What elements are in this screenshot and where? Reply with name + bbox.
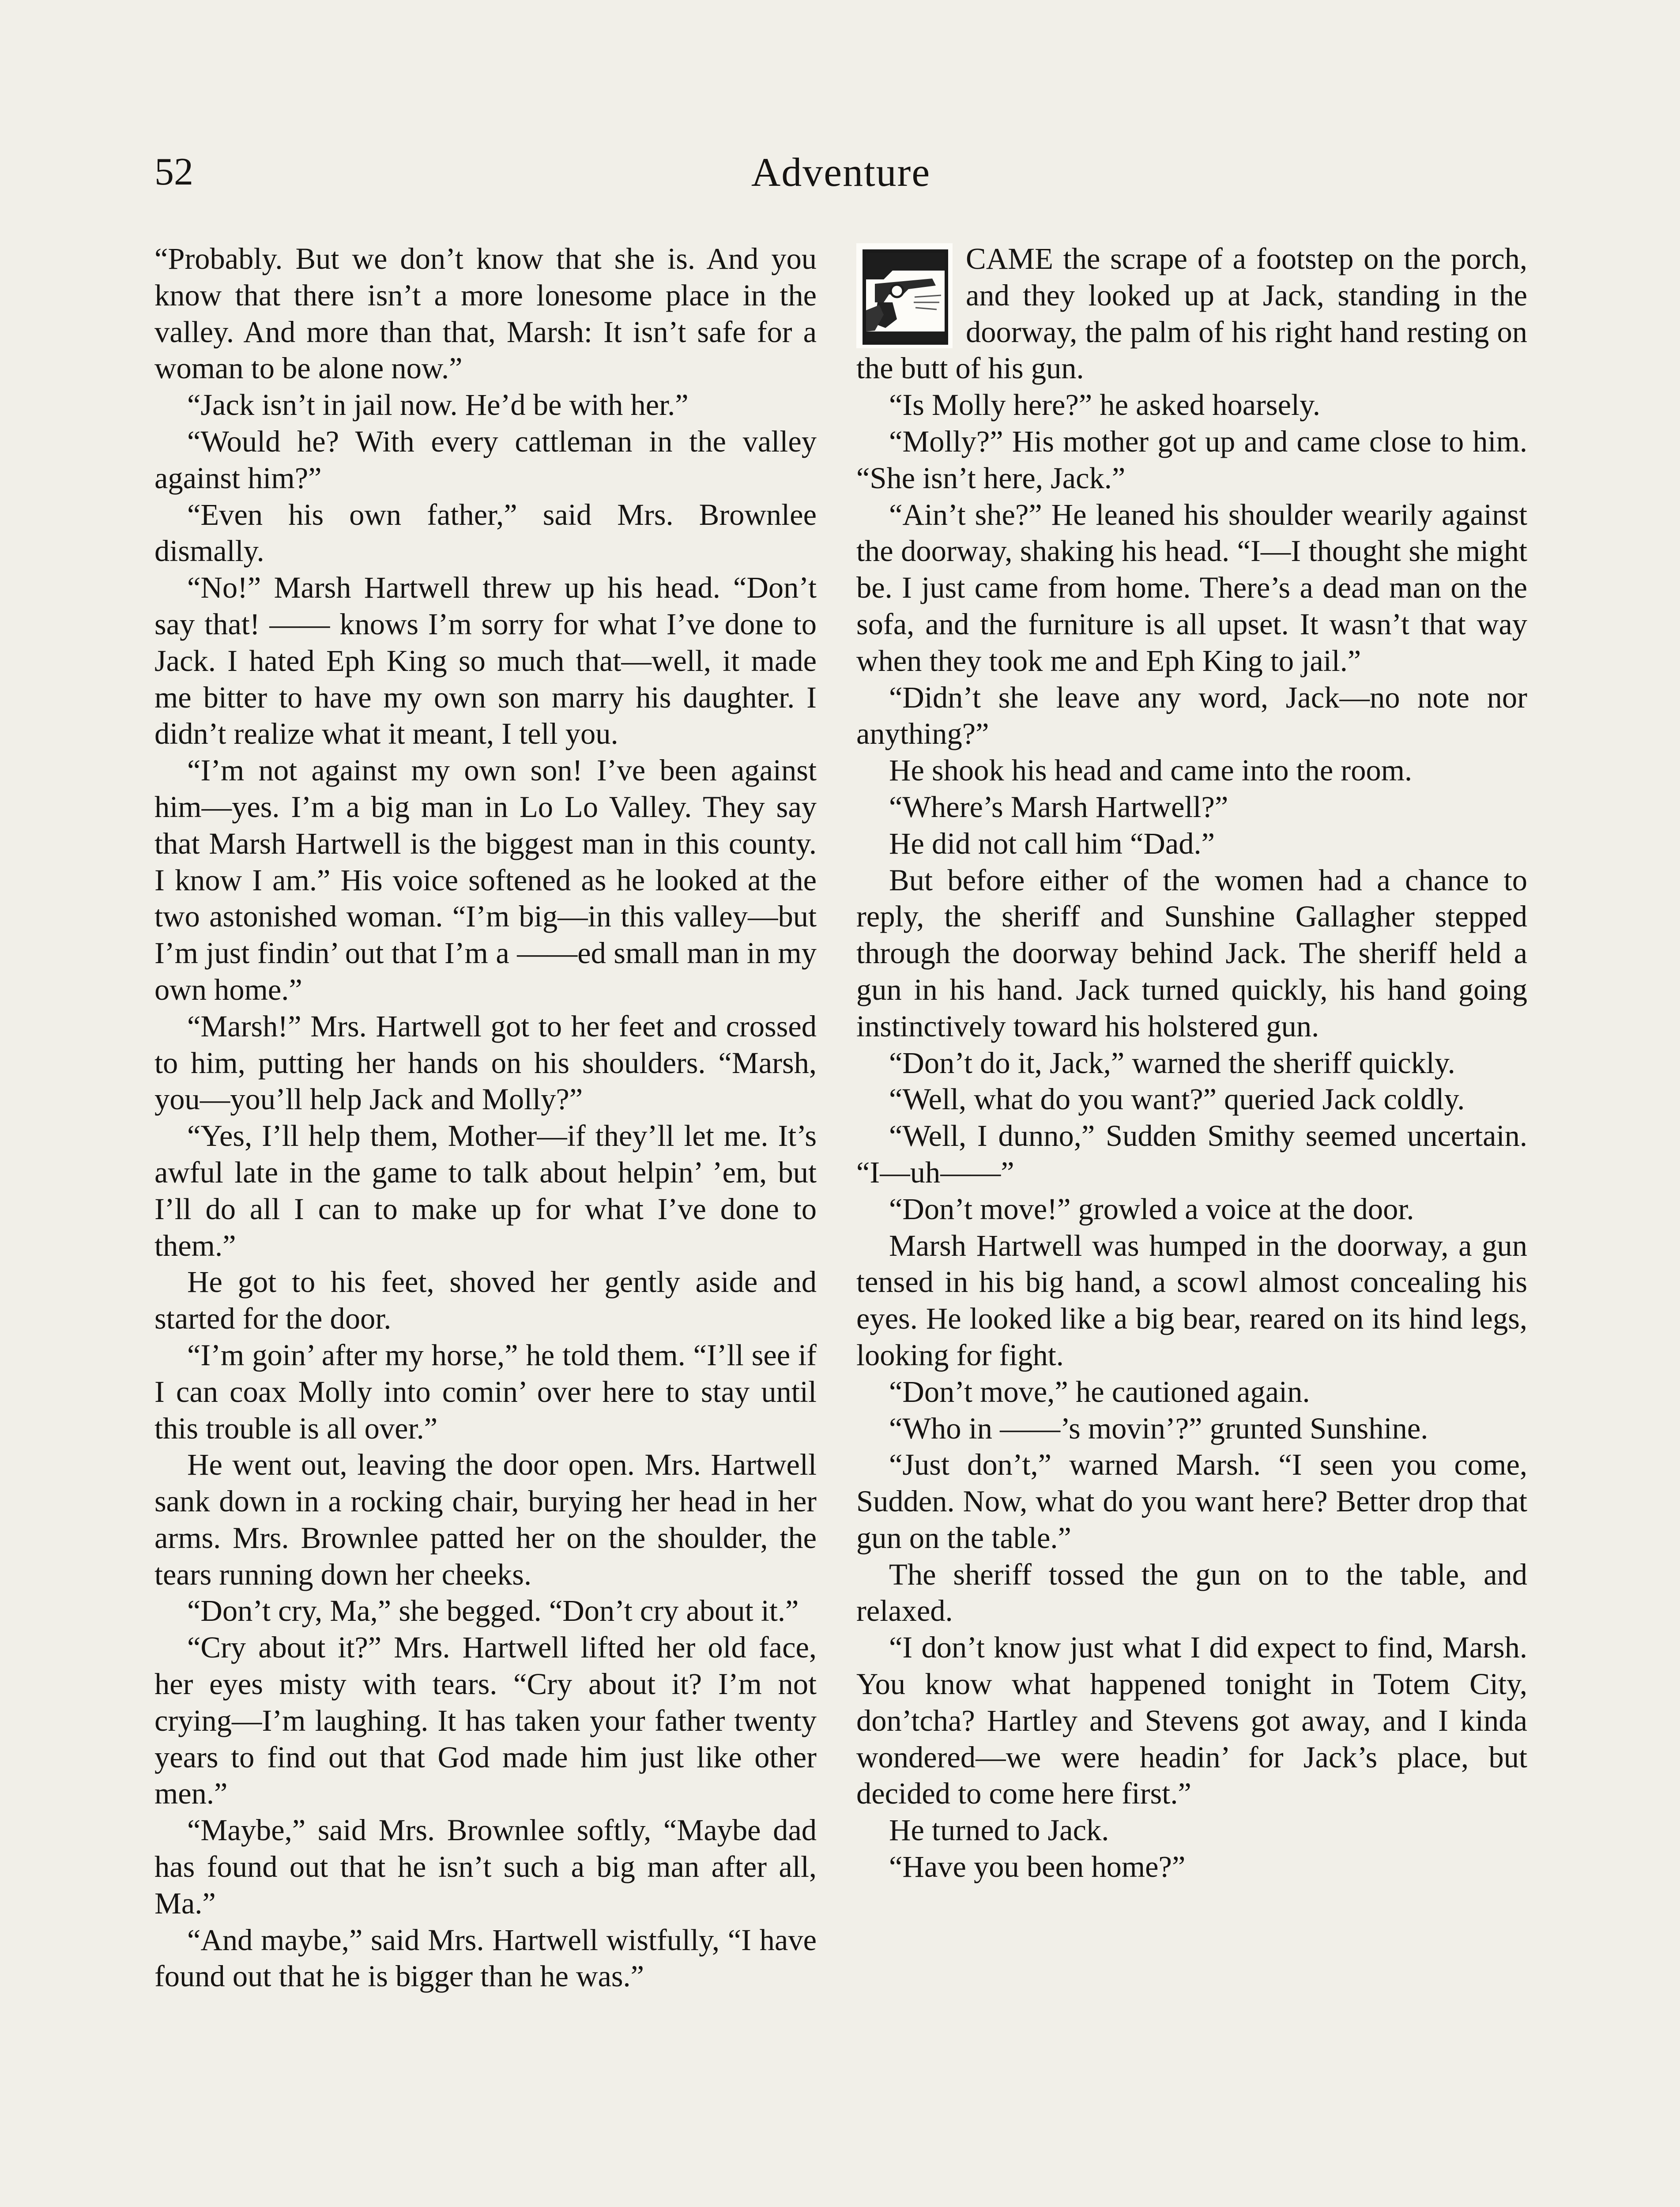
opening-paragraph	[856, 241, 1527, 387]
paragraph: “Jack isn’t in jail now. He’d be with her.”	[187, 388, 689, 422]
paragraph: “Probably. But we don’t know that she is. And you know that there isn’t a more lonesome place in the valley. And more than that, Marsh: It isn’t safe for a woman to be alone now.”	[154, 242, 817, 385]
paragraph: “Marsh!” Mrs. Hartwell got to her feet and crossed to him, putting her hands on his shoulders. “Marsh, you—you’ll help Jack and Molly?”	[154, 1009, 817, 1116]
paragraph: But before either of the women had a chance to reply, the sheriff and Sunshine Gallagher stepped through the doorway behind Jack. The sheriff held a gun in his hand. Jack turned quickly, his hand going instinctively toward his holstered gun.	[856, 863, 1527, 1043]
paragraph: “Yes, I’ll help them, Mother—if they’ll let me. It’s awful late in the game to talk about helpin’ ’em, but I’ll do all I can to make up for what I’ve done to them.”	[154, 1119, 817, 1262]
running-head: Adventure	[751, 150, 931, 195]
paragraph: “Ain’t she?” He leaned his shoulder wearily against the doorway, shaking his head. “I—I thought she might be. I just came from home. There’s a dead man on the sofa, and the furniture is all upset. It wasn’t that way when they took me and Eph King to jail.”	[856, 497, 1527, 678]
paragraph: “Don’t move!” growled a voice at the door.	[889, 1192, 1414, 1226]
paragraph: “Maybe,” said Mrs. Brownlee softly, “Maybe dad has found out that he isn’t such a big man after all, Ma.”	[154, 1813, 817, 1920]
paragraph: He turned to Jack.	[889, 1813, 1109, 1847]
paragraph: “Cry about it?” Mrs. Hartwell lifted her old face, her eyes misty with tears. “Cry about it? I’m not crying—I’m laughing. It has taken your father twenty years to find out that God made him just like other men.”	[154, 1631, 817, 1811]
page-header	[154, 150, 1527, 203]
paragraph: He did not call him “Dad.”	[889, 826, 1215, 860]
paragraph: “I don’t know just what I did expect to find, Marsh. You know what happened tonight in Totem City, don’tcha? Hartley and Stevens got away, and I kinda wondered—we were headin’ for Jack’s place, but decided to come here first.”	[856, 1631, 1527, 1811]
paragraph: “I’m not against my own son! I’ve been against him—yes. I’m a big man in Lo Lo Valley. They say that Marsh Hartwell is the biggest man in this county. I know I am.” His voice softened as he looked at the two astonished woman. “I’m big—in this valley—but I’m just findin’ out that I’m a ——ed small man in my own home.”	[154, 753, 817, 1006]
paragraph: “Even his own father,” said Mrs. Brownlee dismally.	[154, 497, 817, 568]
paragraph: “Well, what do you want?” queried Jack coldly.	[889, 1082, 1465, 1116]
paragraph: “No!” Marsh Hartwell threw up his head. “Don’t say that! —— knows I’m sorry for what I’ve done to Jack. I hated Eph King so much that—well, it made me bitter to have my own son marry his daughter. I didn’t realize what it meant, I tell you.	[154, 571, 817, 751]
paragraph: “Molly?” His mother got up and came close to him. “She isn’t here, Jack.”	[856, 424, 1527, 495]
paragraph: “Don’t move,” he cautioned again.	[889, 1375, 1310, 1409]
dropcap-letter	[856, 243, 857, 244]
paragraph: “Don’t cry, Ma,” she begged. “Don’t cry about it.”	[187, 1594, 799, 1628]
paragraph: “Didn’t she leave any word, Jack—no note nor anything?”	[856, 680, 1527, 751]
paragraph: “And maybe,” said Mrs. Hartwell wistfully, “I have found out that he is bigger than he was.”	[154, 1923, 817, 1993]
dropcap-illustration	[856, 243, 953, 348]
paragraph: He got to his feet, shoved her gently aside and started for the door.	[154, 1265, 817, 1336]
paragraph: The sheriff tossed the gun on to the table, and relaxed.	[856, 1557, 1527, 1628]
paragraph: “Well, I dunno,” Sudden Smithy seemed uncertain. “I—uh——”	[856, 1119, 1527, 1189]
paragraph: “Where’s Marsh Hartwell?”	[889, 790, 1228, 824]
paragraph: “Who in ——’s movin’?” grunted Sunshine.	[889, 1411, 1428, 1445]
right-column	[856, 241, 1527, 1885]
paragraph: He shook his head and came into the room.	[889, 753, 1413, 787]
revolver-icon	[863, 249, 948, 345]
paragraph: “I’m goin’ after my horse,” he told them. “I’ll see if I can coax Molly into comin’ over here to stay until this trouble is all over.”	[154, 1338, 817, 1445]
paragraph: He went out, leaving the door open. Mrs. Hartwell sank down in a rocking chair, burying her head in her arms. Mrs. Brownlee patted her on the shoulder, the tears running down her cheeks.	[154, 1448, 817, 1591]
paragraph: “Just don’t,” warned Marsh. “I seen you come, Sudden. Now, what do you want here? Better drop that gun on the table.”	[856, 1448, 1527, 1555]
paragraph-text: CAME the scrape of a footstep on the porch, and they looked up at Jack, standing in the doorway, the palm of his right hand resting on the butt of his gun.	[856, 242, 1527, 385]
paragraph: Marsh Hartwell was humped in the doorway, a gun tensed in his big hand, a scowl almost concealing his eyes. He looked like a big bear, reared on its hind legs, looking for fight.	[856, 1228, 1527, 1372]
page-number: 52	[154, 151, 193, 193]
paragraph: “Would he? With every cattleman in the valley against him?”	[154, 424, 817, 495]
left-column	[154, 241, 817, 1995]
paragraph: “Is Molly here?” he asked hoarsely.	[889, 388, 1320, 422]
paragraph: “Have you been home?”	[889, 1850, 1186, 1884]
paragraph: “Don’t do it, Jack,” warned the sheriff quickly.	[889, 1046, 1455, 1080]
